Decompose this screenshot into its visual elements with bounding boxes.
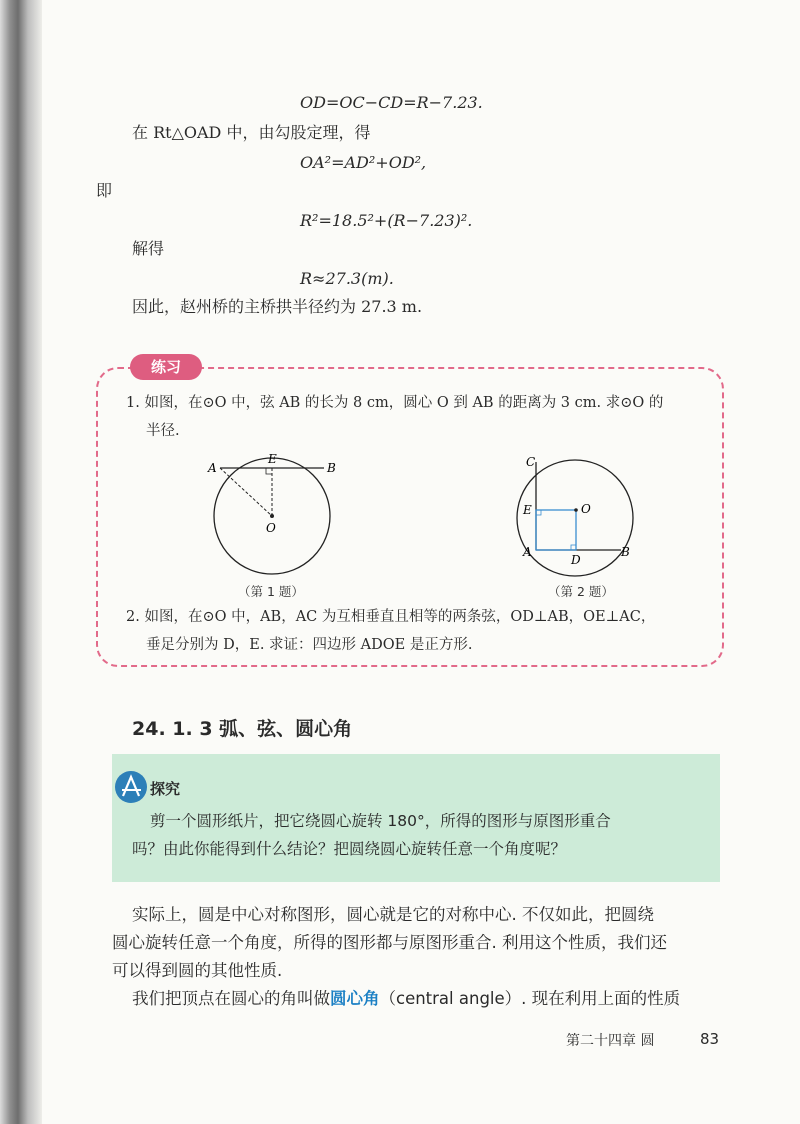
term-central-angle: 圆心角 (330, 989, 380, 1008)
exercise-2-line2: 垂足分别为 D，E. 求证：四边形 ADOE 是正方形. (146, 637, 473, 653)
paragraph-1-line3: 可以得到圆的其他性质. (112, 961, 283, 980)
fig2-label-b: B (621, 545, 630, 559)
exercise-1-line2: 半径. (146, 423, 180, 439)
compass-ruler-icon (114, 770, 148, 804)
exercise-2-line1: 2. 如图，在⊙O 中，AB，AC 为互相垂直且相等的两条弦，OD⊥AB，OE⊥AC， (126, 609, 656, 625)
jiede-text: 解得 (132, 239, 165, 258)
paragraph-2 (132, 986, 680, 1012)
pythagoras-intro: 在 Rt△OAD 中，由勾股定理，得 (132, 123, 371, 142)
exercise-1-line1: 1. 如图，在⊙O 中，弦 AB 的长为 8 cm，圆心 O 到 AB 的距离为 3 cm. 求⊙O 的 (126, 395, 664, 411)
exercise-tag: 练习 (130, 354, 202, 380)
conclusion-text: 因此，赵州桥的主桥拱半径约为 27.3 m. (132, 297, 423, 316)
fig1-label-o: O (266, 521, 276, 535)
fig2-label-o: O (581, 502, 591, 516)
book-binding-shadow (0, 0, 42, 1124)
explore-line2: 吗？由此你能得到什么结论？把圆绕圆心旋转任意一个角度呢？ (132, 840, 567, 858)
figure-2-caption: （第 2 题） (548, 584, 614, 599)
explore-line1: 剪一个圆形纸片，把它绕圆心旋转 180°，所得的图形与原图形重合 (150, 812, 611, 830)
page-number: 83 (700, 1030, 720, 1048)
section-heading: 24. 1. 3 弧、弦、圆心角 (132, 718, 353, 740)
figure-1-caption: （第 1 题） (238, 584, 304, 599)
figure-2-circle-square (510, 450, 650, 580)
explore-title: 探究 (150, 780, 181, 798)
figure-1-circle-chord (200, 450, 350, 580)
fig2-label-c: C (526, 455, 536, 469)
equation-oa: OA²=AD²+OD², (300, 153, 427, 172)
fig1-label-a: A (208, 461, 217, 475)
paragraph-1-line1: 实际上，圆是中心对称图形，圆心就是它的对称中心. 不仅如此，把圆绕 (132, 905, 654, 924)
equation-r-squared: R²=18.5²+(R−7.23)². (300, 211, 473, 230)
ji-text: 即 (96, 181, 113, 200)
fig2-label-a: A (523, 545, 532, 559)
fig1-label-b: B (327, 461, 336, 475)
paragraph-1-line2: 圆心旋转任意一个角度，所得的图形都与原图形重合. 利用这个性质，我们还 (112, 933, 667, 952)
paragraph-2-after: （central angle）. 现在利用上面的性质 (379, 989, 681, 1008)
paragraph-2-before: 我们把顶点在圆心的角叫做 (132, 989, 330, 1008)
chapter-footer: 第二十四章 圆 (566, 1033, 655, 1049)
fig1-label-e: E (268, 452, 277, 466)
fig2-label-e: E (523, 503, 532, 517)
equation-od: OD=OC−CD=R−7.23. (300, 93, 483, 112)
fig2-label-d: D (571, 553, 581, 567)
equation-r-result: R≈27.3(m). (300, 269, 394, 288)
